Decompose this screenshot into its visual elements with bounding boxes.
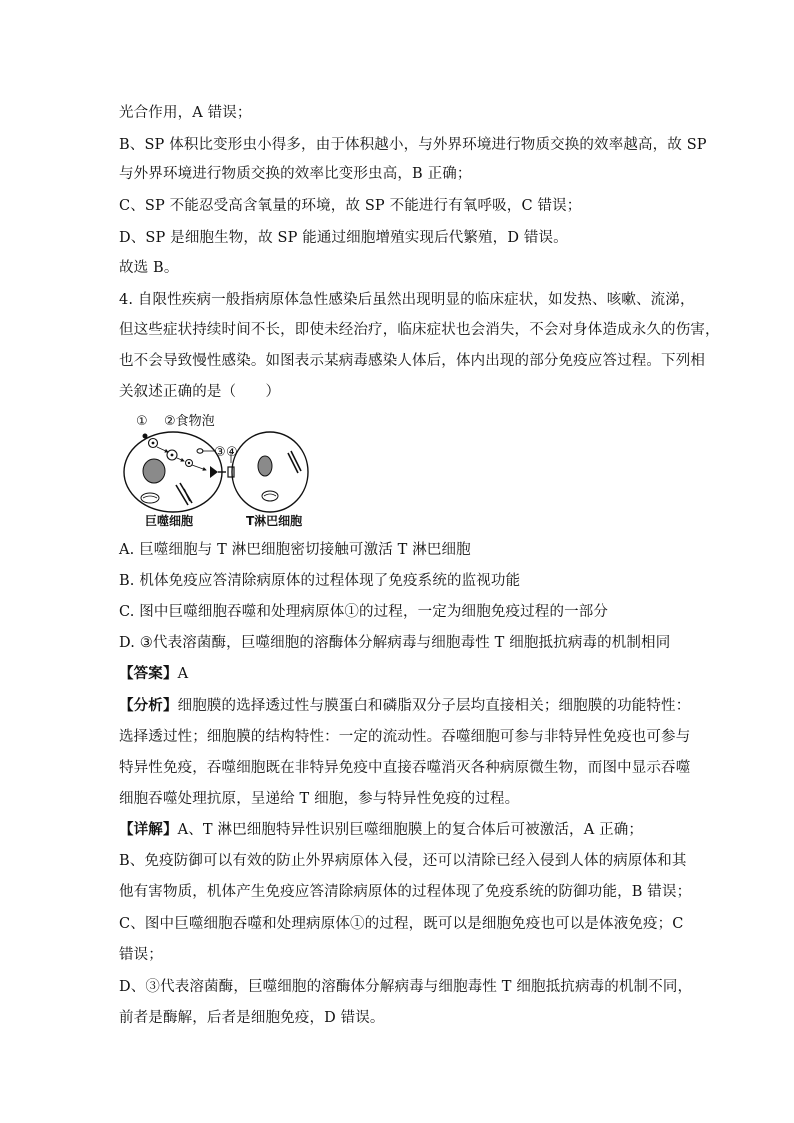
immune-response-figure xyxy=(118,405,328,531)
label-t-cell: T淋巴细胞 xyxy=(246,514,303,528)
macrophage-cell xyxy=(124,432,222,512)
text-line: B、SP 体积比变形虫小得多，由于体积越小，与外界环境进行物质交换的效率越高，故 SP xyxy=(119,137,707,153)
label-enzyme: ③ xyxy=(214,445,226,460)
text-line: 故选 B。 xyxy=(119,260,179,276)
macrophage-nucleus xyxy=(143,459,165,483)
question-stem: 4. 自限性疾病一般指病原体急性感染后虽然出现明显的临床症状，如发热、咳嗽、流涕， xyxy=(119,292,695,308)
detail-text: A、T 淋巴细胞特异性识别巨噬细胞膜上的复合体后可被激活，A 正确； xyxy=(177,822,644,838)
label-receptor: ④ xyxy=(226,445,238,460)
text-line: C、SP 不能忍受高含氧量的环境，故 SP 不能进行有氧呼吸，C 错误； xyxy=(119,198,582,214)
label-macrophage: 巨噬细胞 xyxy=(145,514,194,528)
detail-text: 前者是酶解，后者是细胞免疫，D 错误。 xyxy=(119,1010,385,1026)
t-cell-mitochondria xyxy=(288,451,301,473)
question-stem: 关叙述正确的是（ ） xyxy=(119,384,281,400)
presented-antigen xyxy=(210,466,218,478)
analysis-tag: 【分析】 xyxy=(119,697,178,714)
option-a: A. 巨噬细胞与 T 淋巴细胞密切接触可激活 T 淋巴细胞 xyxy=(119,542,471,558)
analysis-line xyxy=(119,696,690,716)
macrophage-mitochondria xyxy=(176,483,192,505)
detail-text: 错误； xyxy=(119,947,163,963)
text-line: D、SP 是细胞生物，故 SP 能通过细胞增殖实现后代繁殖，D 错误。 xyxy=(119,230,568,246)
detail-line xyxy=(119,820,643,840)
t-cell-nucleus xyxy=(258,456,272,476)
option-b: B. 机体免疫应答清除病原体的过程体现了免疫系统的监视功能 xyxy=(119,573,521,589)
analysis-text: 细胞吞噬处理抗原，呈递给 T 细胞，参与特异性免疫的过程。 xyxy=(119,791,520,807)
pathogen-dot xyxy=(143,434,148,439)
option-d: D. ③代表溶菌酶，巨噬细胞的溶酶体分解病毒与细胞毒性 T 细胞抵抗病毒的机制相同 xyxy=(119,635,671,651)
answer-line xyxy=(119,664,188,684)
label-food-vacuole: ②食物泡 xyxy=(164,414,215,429)
label-pathogen: ① xyxy=(136,414,148,429)
text-line: 与外界环境进行物质交换的效率比变形虫高，B 正确； xyxy=(119,166,472,182)
detail-tag: 【详解】 xyxy=(119,821,178,838)
analysis-text: 选择透过性；细胞膜的结构特性：一定的流动性。吞噬细胞可参与非特异性免疫也可参与 xyxy=(119,729,691,745)
detail-text: D、③代表溶菌酶，巨噬细胞的溶酶体分解病毒与细胞毒性 T 细胞抵抗病毒的机制不同， xyxy=(119,979,693,995)
detail-text: B、免疫防御可以有效的防止外界病原体入侵，还可以清除已经入侵到人体的病原体和其 xyxy=(119,853,687,869)
option-c: C. 图中巨噬细胞吞噬和处理病原体①的过程，一定为细胞免疫过程的一部分 xyxy=(119,604,609,620)
answer-tag: 【答案】 xyxy=(119,665,178,682)
question-stem: 但这些症状持续时间不长，即使未经治疗，临床症状也会消失，不会对身体造成永久的伤害， xyxy=(119,322,720,338)
text-line: 光合作用，A 错误； xyxy=(119,105,252,121)
detail-text: C、图中巨噬细胞吞噬和处理病原体①的过程，既可以是细胞免疫也可以是体液免疫；C xyxy=(119,916,684,932)
analysis-text: 特异性免疫，吞噬细胞既在非特异免疫中直接吞噬消灭各种病原微生物，而图中显示吞噬 xyxy=(119,760,691,776)
question-stem: 也不会导致慢性感染。如图表示某病毒感染人体后，体内出现的部分免疫应答过程。下列相 xyxy=(119,353,705,369)
analysis-text: 细胞膜的选择透过性与膜蛋白和磷脂双分子层均直接相关；细胞膜的功能特性： xyxy=(177,698,691,714)
answer-value: A xyxy=(177,666,189,682)
detail-text: 他有害物质，机体产生免疫应答清除病原体的过程体现了免疫系统的防御功能，B 错误； xyxy=(119,884,692,900)
t-cell-receptor xyxy=(228,467,234,477)
